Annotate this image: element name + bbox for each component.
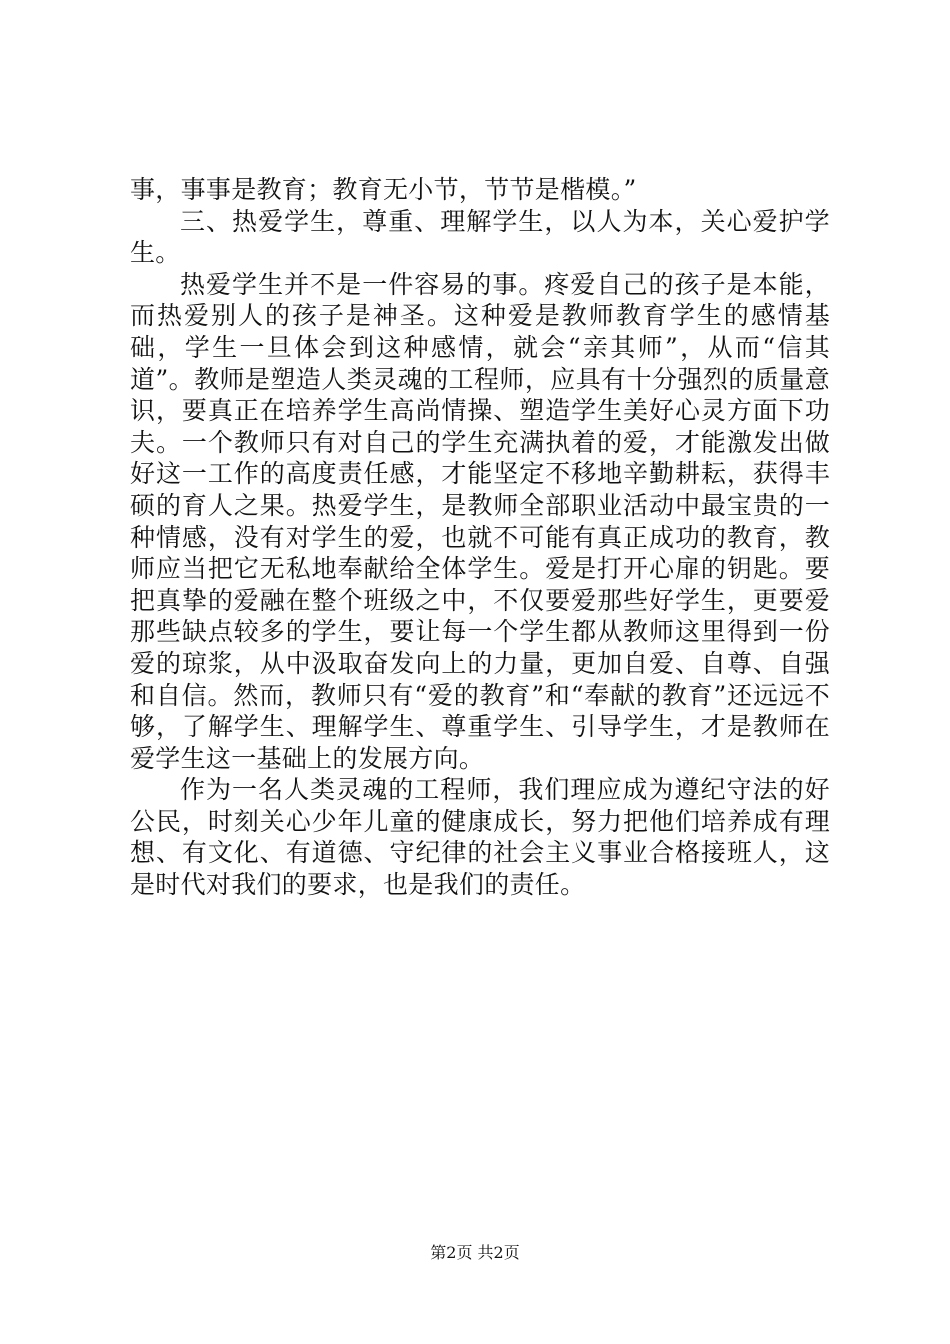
section-heading: 三、热爱学生，尊重、理解学生，以人为本，关心爱护学生。 xyxy=(130,206,830,268)
paragraph-conclusion: 作为一名人类灵魂的工程师，我们理应成为遵纪守法的好公民，时刻关心少年儿童的健康成长，努力把他们培养成有理想、有文化、有道德、守纪律的社会主义事业合格接班人，这是时代对我们的要求，也是我们的责任。 xyxy=(130,775,830,900)
document-body xyxy=(130,174,830,901)
paragraph-continuation: 事，事事是教育；教育无小节，节节是楷模。” xyxy=(130,175,637,204)
paragraph-love-students: 热爱学生并不是一件容易的事。疼爱自己的孩子是本能，而热爱别人的孩子是神圣。这种爱是教师教育学生的感情基础，学生一旦体会到这种感情，就会“亲其师”，从而“信其道”。教师是塑造人类灵魂的工程师，应具有十分强烈的质量意识，要真正在培养学生高尚情操、塑造学生美好心灵方面下功夫。一个教师只有对自己的学生充满执着的爱，才能激发出做好这一工作的高度责任感，才能坚定不移地辛勤耕耘，获得丰硕的育人之果。热爱学生，是教师全部职业活动中最宝贵的一种情感，没有对学生的爱，也就不可能有真正成功的教育，教师应当把它无私地奉献给全体学生。爱是打开心扉的钥匙。要把真挚的爱融在整个班级之中，不仅要爱那些好学生，更要爱那些缺点较多的学生，要让每一个学生都从教师这里得到一份爱的琼浆，从中汲取奋发向上的力量，更加自爱、自尊、自强和自信。然而，教师只有“爱的教育”和“奉献的教育”还远远不够，了解学生、理解学生、尊重学生、引导学生，才是教师在爱学生这一基础上的发展方向。 xyxy=(130,269,830,773)
page-number-footer: 第2页 共2页 xyxy=(430,1243,520,1262)
